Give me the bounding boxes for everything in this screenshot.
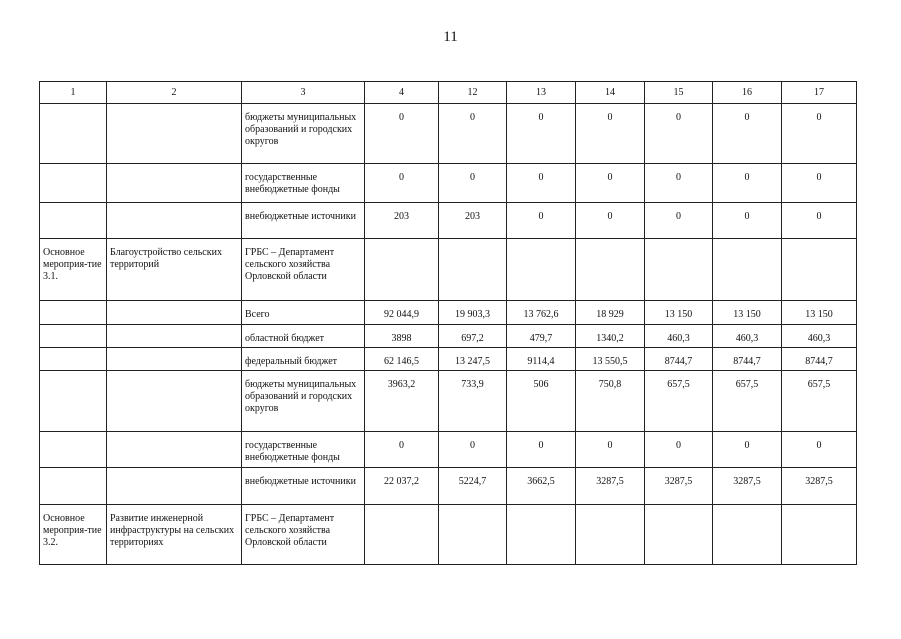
value-cell: 657,5	[645, 371, 713, 432]
value-cell: 0	[782, 203, 857, 239]
value-cell: 0	[713, 104, 782, 164]
funding-source-cell: бюджеты муниципальных образований и городских округов	[242, 371, 365, 432]
funding-source-cell: государственные внебюджетные фонды	[242, 432, 365, 468]
funding-source-cell: внебюджетные источники	[242, 468, 365, 505]
value-cell: 479,7	[507, 325, 576, 348]
value-cell: 0	[507, 104, 576, 164]
value-cell: 92 044,9	[365, 301, 439, 325]
value-cell: 460,3	[782, 325, 857, 348]
value-cell	[713, 505, 782, 565]
value-cell	[576, 239, 645, 301]
value-cell: 0	[365, 432, 439, 468]
value-cell	[507, 239, 576, 301]
value-cell: 203	[439, 203, 507, 239]
value-cell: 0	[782, 104, 857, 164]
value-cell	[782, 239, 857, 301]
value-cell: 0	[713, 164, 782, 203]
funding-source-cell: областной бюджет	[242, 325, 365, 348]
funding-source-cell: бюджеты муниципальных образований и городских округов	[242, 104, 365, 164]
value-cell: 0	[576, 203, 645, 239]
header-row	[40, 82, 857, 104]
value-cell: 0	[365, 164, 439, 203]
funding-source-cell: федеральный бюджет	[242, 348, 365, 371]
header-cell: 4	[365, 82, 439, 104]
funding-source-cell: ГРБС – Департамент сельского хозяйства Орловской области	[242, 239, 365, 301]
activity-code-cell	[40, 164, 107, 203]
value-cell: 3287,5	[576, 468, 645, 505]
value-cell	[439, 239, 507, 301]
activity-name-cell	[107, 348, 242, 371]
table-row	[40, 371, 857, 432]
activity-code-cell: Основное мероприя-тие 3.2.	[40, 505, 107, 565]
value-cell: 3287,5	[713, 468, 782, 505]
value-cell: 0	[576, 164, 645, 203]
value-cell: 0	[645, 164, 713, 203]
activity-name-cell	[107, 371, 242, 432]
value-cell: 0	[507, 432, 576, 468]
value-cell: 0	[507, 164, 576, 203]
value-cell: 0	[576, 104, 645, 164]
activity-code-cell	[40, 468, 107, 505]
page-number: 11	[443, 29, 458, 45]
activity-name-cell	[107, 325, 242, 348]
value-cell: 3287,5	[645, 468, 713, 505]
value-cell	[782, 505, 857, 565]
value-cell: 0	[439, 104, 507, 164]
activity-name-cell	[107, 432, 242, 468]
value-cell: 0	[439, 432, 507, 468]
value-cell: 5224,7	[439, 468, 507, 505]
header-cell: 13	[507, 82, 576, 104]
activity-code-cell	[40, 348, 107, 371]
activity-name-cell	[107, 104, 242, 164]
value-cell: 8744,7	[645, 348, 713, 371]
value-cell: 13 247,5	[439, 348, 507, 371]
table-row	[40, 203, 857, 239]
value-cell	[365, 239, 439, 301]
funding-source-cell: Всего	[242, 301, 365, 325]
table-row	[40, 104, 857, 164]
activity-name-cell	[107, 468, 242, 505]
value-cell: 18 929	[576, 301, 645, 325]
value-cell: 19 903,3	[439, 301, 507, 325]
table-row	[40, 468, 857, 505]
value-cell: 0	[713, 203, 782, 239]
activity-name-cell	[107, 164, 242, 203]
value-cell: 3662,5	[507, 468, 576, 505]
value-cell	[365, 505, 439, 565]
value-cell: 460,3	[713, 325, 782, 348]
value-cell: 0	[576, 432, 645, 468]
funding-source-cell: государственные внебюджетные фонды	[242, 164, 365, 203]
value-cell: 0	[713, 432, 782, 468]
table-row	[40, 325, 857, 348]
table-row	[40, 301, 857, 325]
value-cell	[645, 505, 713, 565]
header-cell: 17	[782, 82, 857, 104]
activity-code-cell	[40, 432, 107, 468]
table-row	[40, 348, 857, 371]
value-cell: 460,3	[645, 325, 713, 348]
activity-code-cell	[40, 104, 107, 164]
value-cell: 0	[782, 164, 857, 203]
value-cell: 3963,2	[365, 371, 439, 432]
value-cell: 0	[507, 203, 576, 239]
value-cell: 697,2	[439, 325, 507, 348]
value-cell: 0	[365, 104, 439, 164]
value-cell	[645, 239, 713, 301]
value-cell: 203	[365, 203, 439, 239]
value-cell: 1340,2	[576, 325, 645, 348]
funding-source-cell: внебюджетные источники	[242, 203, 365, 239]
header-cell: 2	[107, 82, 242, 104]
activity-name-cell	[107, 301, 242, 325]
value-cell: 750,8	[576, 371, 645, 432]
value-cell	[439, 505, 507, 565]
header-cell: 16	[713, 82, 782, 104]
activity-code-cell	[40, 203, 107, 239]
value-cell: 13 762,6	[507, 301, 576, 325]
header-cell: 1	[40, 82, 107, 104]
value-cell: 0	[645, 203, 713, 239]
table-row	[40, 164, 857, 203]
header-cell: 15	[645, 82, 713, 104]
value-cell	[576, 505, 645, 565]
value-cell: 0	[782, 432, 857, 468]
activity-name-cell	[107, 203, 242, 239]
activity-name-cell: Развитие инженерной инфраструктуры на сельских территориях	[107, 505, 242, 565]
activity-name-cell: Благоустройство сельских территорий	[107, 239, 242, 301]
value-cell: 3898	[365, 325, 439, 348]
value-cell: 657,5	[782, 371, 857, 432]
funding-source-cell: ГРБС – Департамент сельского хозяйства Орловской области	[242, 505, 365, 565]
header-cell: 12	[439, 82, 507, 104]
value-cell: 13 150	[713, 301, 782, 325]
activity-code-cell: Основное мероприя-тие 3.1.	[40, 239, 107, 301]
header-cell: 14	[576, 82, 645, 104]
activity-code-cell	[40, 325, 107, 348]
value-cell: 733,9	[439, 371, 507, 432]
value-cell: 13 150	[645, 301, 713, 325]
value-cell: 9114,4	[507, 348, 576, 371]
value-cell: 22 037,2	[365, 468, 439, 505]
header-cell: 3	[242, 82, 365, 104]
table-row	[40, 505, 857, 565]
value-cell: 0	[439, 164, 507, 203]
value-cell: 13 150	[782, 301, 857, 325]
table-row	[40, 432, 857, 468]
value-cell: 62 146,5	[365, 348, 439, 371]
budget-table	[39, 81, 857, 565]
value-cell	[507, 505, 576, 565]
value-cell: 657,5	[713, 371, 782, 432]
value-cell: 0	[645, 104, 713, 164]
table-row	[40, 239, 857, 301]
value-cell: 13 550,5	[576, 348, 645, 371]
value-cell	[713, 239, 782, 301]
table-body	[40, 104, 857, 565]
value-cell: 0	[645, 432, 713, 468]
value-cell: 3287,5	[782, 468, 857, 505]
value-cell: 8744,7	[713, 348, 782, 371]
value-cell: 8744,7	[782, 348, 857, 371]
value-cell: 506	[507, 371, 576, 432]
activity-code-cell	[40, 301, 107, 325]
activity-code-cell	[40, 371, 107, 432]
